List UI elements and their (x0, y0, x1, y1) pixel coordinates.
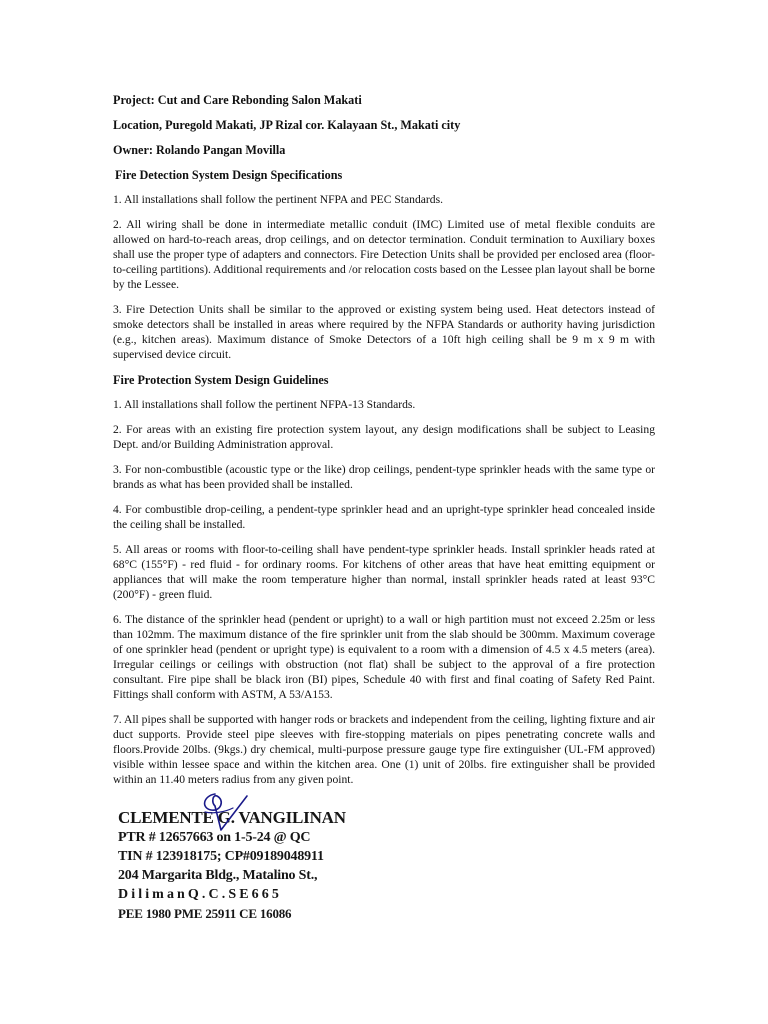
detection-item-2: 2. All wiring shall be done in intermediate metallic conduit (IMC) Limited use of metal flexible conduits are allowed on hard-to-reach areas, drop ceilings, and on detector termination. Conduit termination to Auxiliary boxes shall use the proper type of adapters and connectors. Fire Detection Units shall be provided per enclosed area (floor-to-ceiling partitions). Additional requirements and /or relocation costs based on the Lessee plan layout shall be borne by the Lessee. (113, 218, 655, 291)
detection-item-3: 3. Fire Detection Units shall be similar to the approved or existing system being used. Heat detectors instead of smoke detectors shall be installed in areas where required by the NFPA Standards or authority having jurisdiction (e.g., kitchen areas). Maximum distance of Smoke Detectors of a 10ft high ceiling shall be 9 m x 9 m with supervised device circuit. (113, 303, 655, 361)
stamp-name: CLEMENTE G. VANGILINAN (118, 808, 346, 827)
document-body (113, 92, 655, 797)
stamp-ptr: PTR # 12657663 on 1-5-24 @ QC (118, 830, 311, 845)
protection-item-3: 3. For non-combustible (acoustic type or the like) drop ceilings, pendent-type sprinkler heads with the same type or brands as what has been provided shall be installed. (113, 463, 655, 491)
protection-item-7: 7. All pipes shall be supported with hanger rods or brackets and independent from the ceiling, lighting fixture and air duct supports. Provide steel pipe sleeves with fire-stopping materials on pipes penetrating concrete walls and floors.Provide 20lbs. (9kgs.) dry chemical, multi-purpose pressure gauge type fire extinguisher (UL-FM approved) visible within lessee space and within the kitchen area. One (1) unit of 20lbs. fire extinguisher shall be provided within an 11.40 meters radius from any given point. (113, 713, 655, 786)
protection-item-6: 6. The distance of the sprinkler head (pendent or upright) to a wall or high partition must not exceed 2.25m or less than 102mm. The maximum distance of the fire sprinkler unit from the slab should be 300mm. Maximum coverage of one sprinkler head (pendent or upright type) is equivalent to a room with a dimension of 4.5 x 4.5 meters (area). Irregular ceilings or ceilings with obstruction (not flat) shall be subject to the approval of a fire protection consultant. Fire pipe shall be black iron (BI) pipes, Schedule 40 with first and final coating of Safety Red Paint. Fittings shall conform with ASTM, A 53/A153. (113, 613, 655, 701)
location-line: Location, Puregold Makati, JP Rizal cor. Kalayaan St., Makati city (113, 118, 461, 132)
protection-item-2: 2. For areas with an existing fire protection system layout, any design modifications shall be subject to Leasing Dept. and/or Building Administration approval. (113, 423, 655, 451)
stamp-city: D i l i m a n Q . C . S E 6 6 5 (118, 887, 279, 902)
stamp-address: 204 Margarita Bldg., Matalino St., (118, 868, 318, 883)
owner-line: Owner: Rolando Pangan Movilla (113, 143, 286, 157)
stamp-licenses: PEE 1980 PME 25911 CE 16086 (118, 906, 292, 921)
protection-item-5: 5. All areas or rooms with floor-to-ceiling shall have pendent-type sprinkler heads. Install sprinkler heads rated at 68°C (155°F) - red fluid - for ordinary rooms. For kitchens of other areas that have heat emitting equipment or appliances that will make the room temperature higher than normal, install sprinkler heads rated at least 93°C (200°F) - green fluid. (113, 543, 655, 601)
protection-item-1: 1. All installations shall follow the pertinent NFPA-13 Standards. (113, 398, 416, 411)
detection-section-title: Fire Detection System Design Specifications (115, 168, 343, 182)
protection-section-title: Fire Protection System Design Guidelines (113, 373, 329, 387)
signature-icon (185, 790, 265, 840)
project-line: Project: Cut and Care Rebonding Salon Makati (113, 93, 362, 107)
stamp-tin: TIN # 123918175; CP#09189048911 (118, 849, 324, 864)
protection-item-4: 4. For combustible drop-ceiling, a pendent-type sprinkler head and an upright-type sprinkler head concealed inside the ceiling shall be installed. (113, 503, 655, 531)
detection-item-1: 1. All installations shall follow the pertinent NFPA and PEC Standards. (113, 193, 443, 206)
